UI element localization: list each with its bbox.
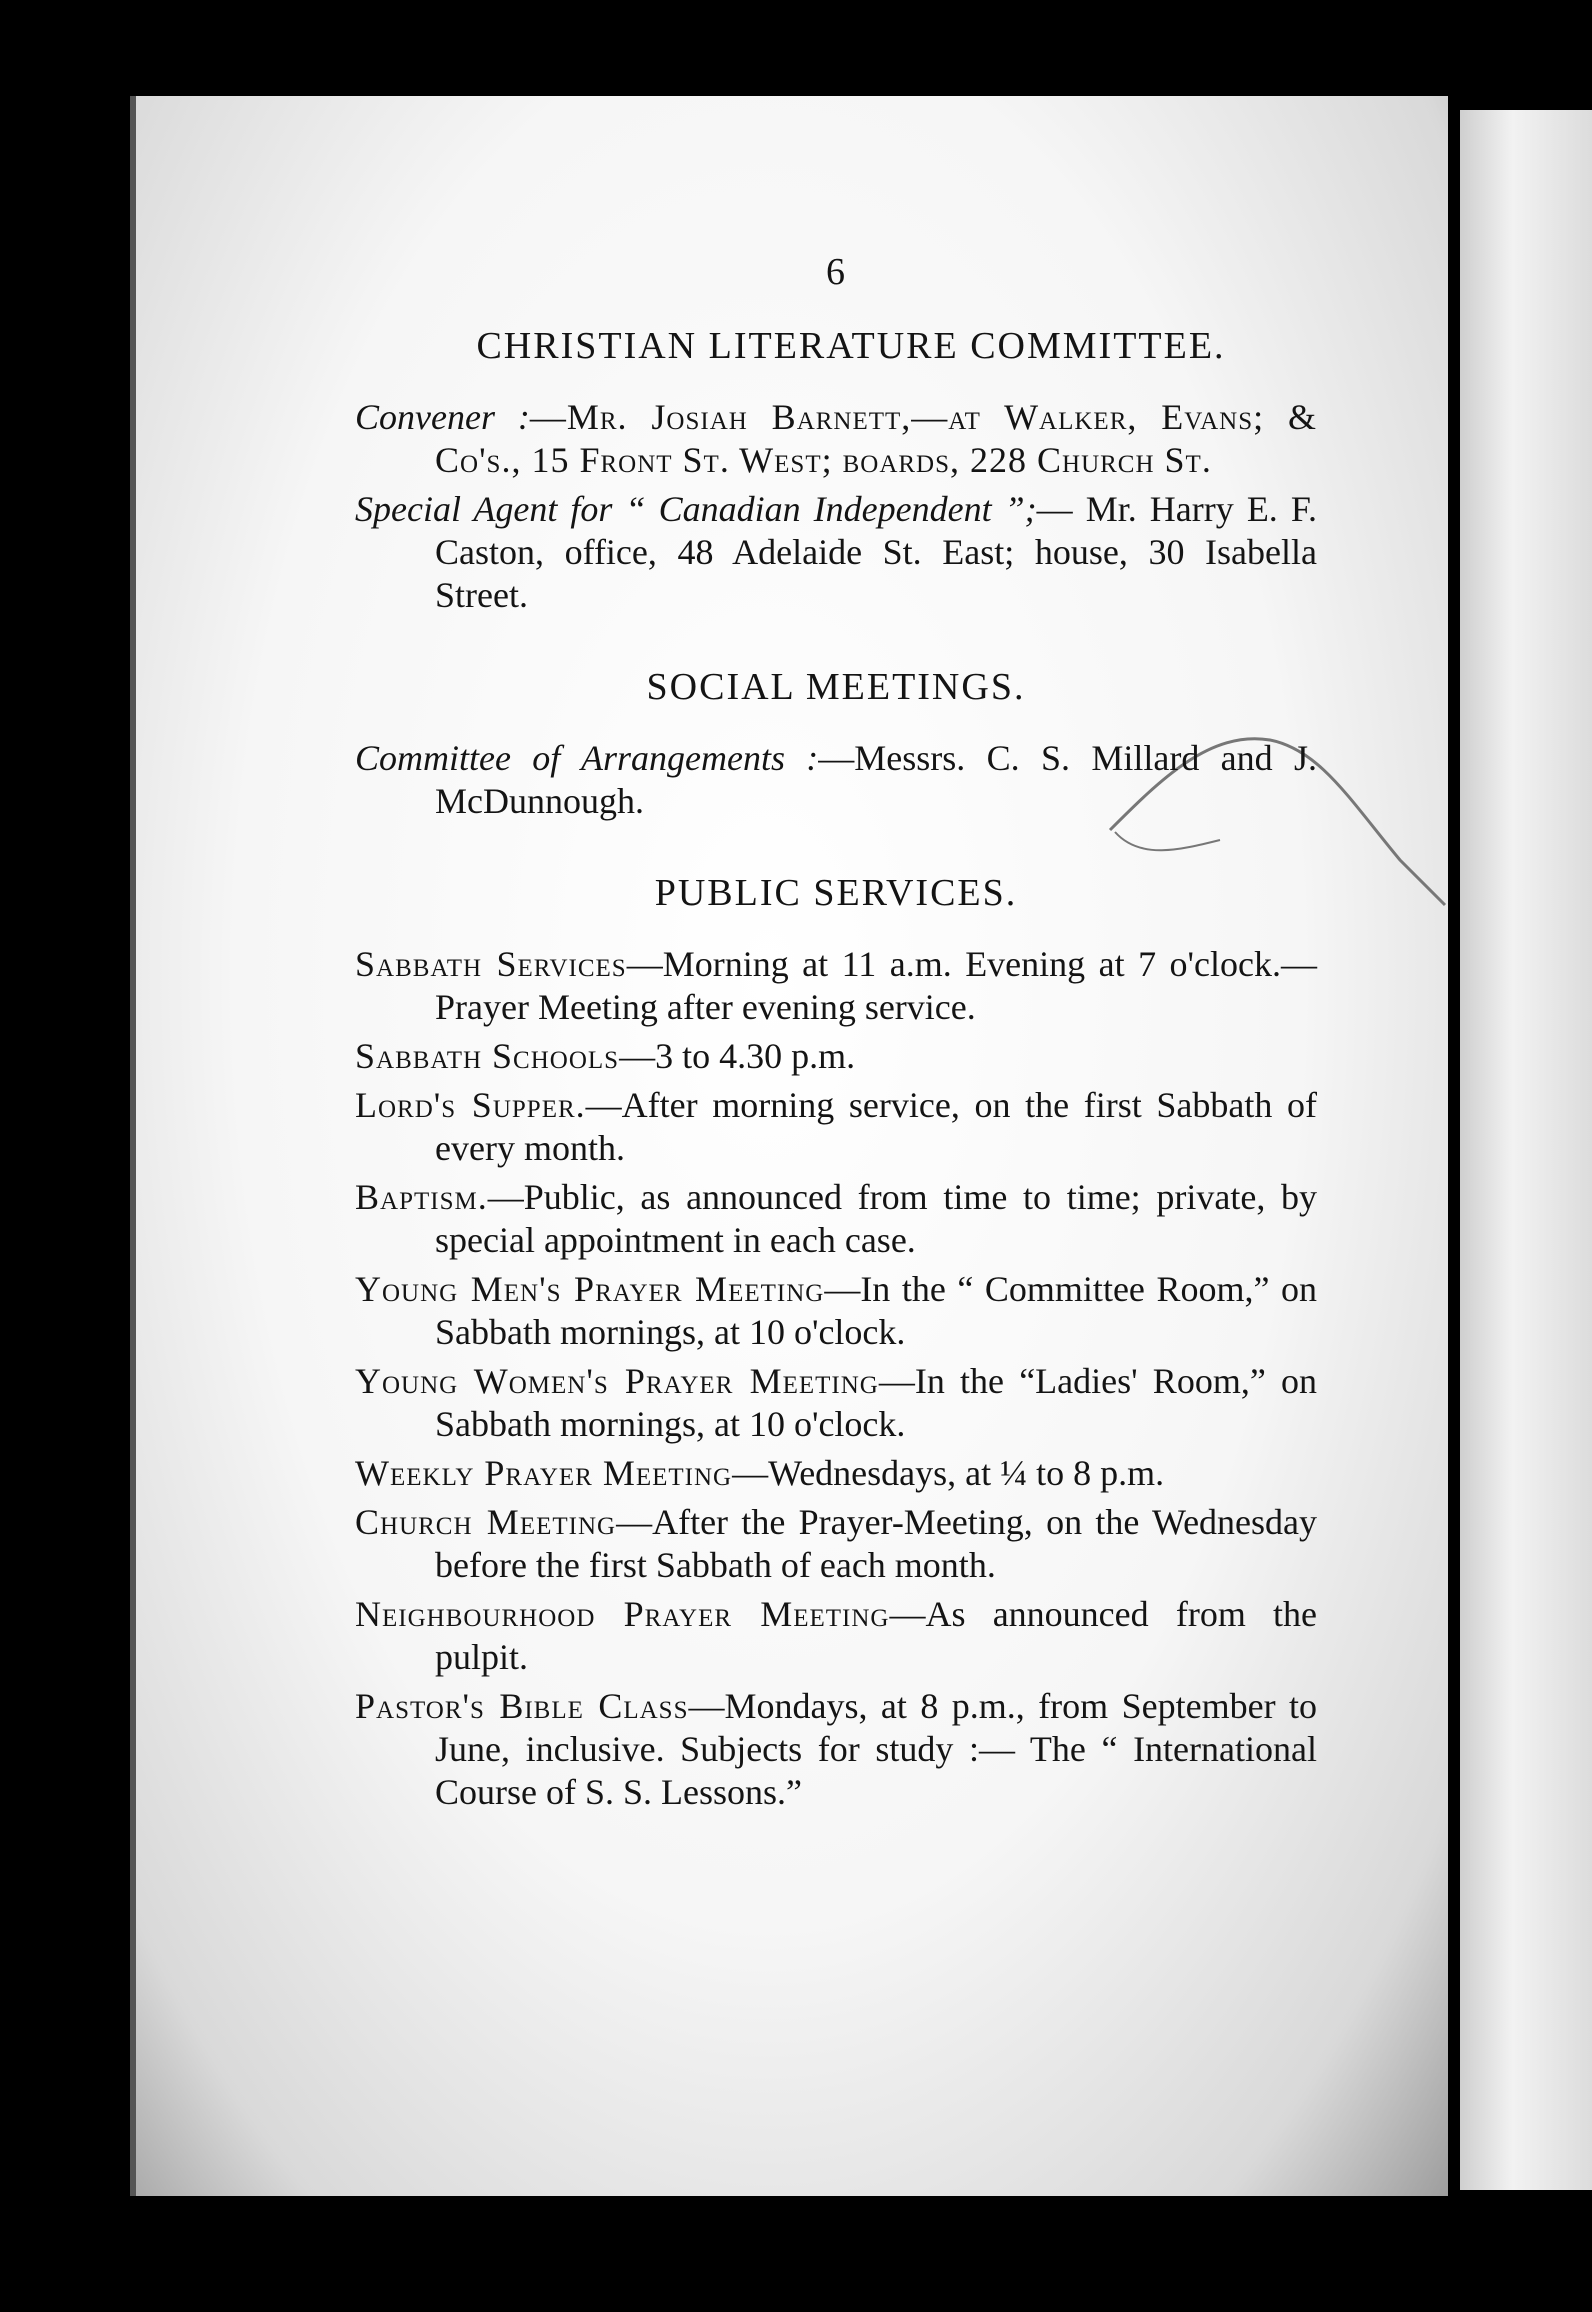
section-heading-social-meetings: SOCIAL MEETINGS. [646, 666, 1026, 708]
entry-text: —3 to 4.30 p.m. [619, 1036, 856, 1076]
entry-pastors-bible-class [355, 1685, 1317, 1814]
entry-church-meeting [355, 1501, 1317, 1587]
page-gutter [1448, 96, 1460, 2196]
entry-sabbath-services [355, 943, 1317, 1029]
entry-lords-supper [355, 1084, 1317, 1170]
entry-convener [355, 396, 1317, 482]
entry-text: —In the “ Committee Room,” on Sabbath mornings, at 10 o'clock. [435, 1269, 1317, 1352]
entry-text: —In the “Ladies' Room,” on Sabbath mornings, at 10 o'clock. [435, 1361, 1317, 1444]
page-content [355, 250, 1317, 1820]
entry-young-mens-prayer-meeting [355, 1268, 1317, 1354]
entry-term: Sabbath Services [355, 944, 627, 984]
entry-term: Church Meeting [355, 1502, 617, 1542]
entry-weekly-prayer-meeting [355, 1452, 1317, 1495]
entry-term: Young Women's Prayer Meeting [355, 1361, 879, 1401]
entry-text: —Wednesdays, at ¼ to 8 p.m. [732, 1453, 1165, 1493]
entry-role: Special Agent for “ Canadian Independent ”; [355, 489, 1037, 529]
section-spacer [355, 829, 1317, 871]
entry-text: —Mondays, at 8 p.m., from September to June, inclusive. Subjects for study :— The “ International Course of S. S. Lessons.” [435, 1686, 1317, 1812]
section-heading-public-services: PUBLIC SERVICES. [654, 872, 1018, 914]
entry-role: Committee of Arrangements : [355, 738, 819, 778]
entry-neighbourhood-prayer-meeting [355, 1593, 1317, 1679]
entry-term: Pastor's Bible Class [355, 1686, 689, 1726]
entry-term: Neighbourhood Prayer Meeting [355, 1594, 890, 1634]
section-heading-christian-literature: CHRISTIAN LITERATURE COMMITTEE. [476, 325, 1226, 367]
entry-baptism [355, 1176, 1317, 1262]
entry-term: Lord's Supper. [355, 1085, 586, 1125]
entry-sabbath-schools [355, 1035, 1317, 1078]
entry-young-womens-prayer-meeting [355, 1360, 1317, 1446]
entry-special-agent [355, 488, 1317, 617]
entry-text: — Mr. Harry E. F. Caston, office, 48 Adelaide St. East; house, 30 Isabella Street. [435, 489, 1318, 615]
entry-term: Sabbath Schools [355, 1036, 620, 1076]
entry-role: Convener : [355, 397, 530, 437]
entry-term: Baptism. [355, 1177, 488, 1217]
facing-page-edge [1460, 110, 1592, 2190]
entry-text: —After morning service, on the first Sabbath of every month. [435, 1085, 1317, 1168]
entry-text: —Public, as announced from time to time; private, by special appointment in each case. [435, 1177, 1317, 1260]
entry-term: Young Men's Prayer Meeting [355, 1269, 825, 1309]
entry-term: Weekly Prayer Meeting [355, 1453, 733, 1493]
page-number: 6 [826, 251, 846, 293]
entry-text: —Morning at 11 a.m. Evening at 7 o'clock.—Prayer Meeting after evening service. [435, 944, 1317, 1027]
entry-committee-of-arrangements [355, 737, 1317, 823]
entry-text: —Messrs. C. S. Millard and J. McDunnough. [435, 738, 1317, 821]
section-spacer [355, 623, 1317, 665]
entry-text: —As announced from the pulpit. [435, 1594, 1318, 1677]
entry-text: —Mr. Josiah Barnett,—at Walker, Evans; & Co's., 15 Front St. West; boards, 228 Church St. [435, 397, 1317, 480]
entry-text: —After the Prayer-Meeting, on the Wednesday before the first Sabbath of each month. [435, 1502, 1318, 1585]
